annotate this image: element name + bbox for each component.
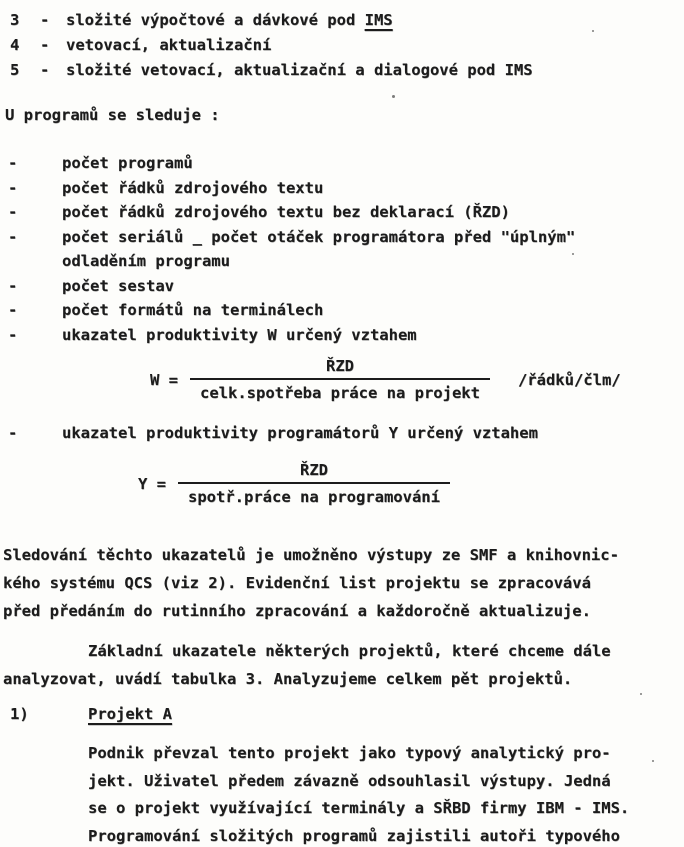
metric-text: počet řádků zdrojového textu bez deklarací (ŘZD): [62, 203, 510, 221]
scan-speck: [652, 760, 654, 762]
metric-text-continuation: odladěním programu: [62, 252, 230, 270]
scan-speck: [572, 253, 574, 255]
bullet-dash: -: [8, 154, 18, 172]
bullet-dash: -: [8, 178, 18, 197]
metric-text: ukazatel produktivity programátorů Y určený vztahem: [62, 424, 538, 442]
item-text-underlined: IMS: [364, 11, 393, 29]
intro-heading: U programů se sleduje :: [5, 106, 220, 124]
metric-item: [8, 200, 676, 225]
metric-text: počet programů: [62, 154, 193, 172]
paragraph-line: Základní ukazatele některých projektů, které chceme dále: [88, 642, 611, 660]
bullet-dash: -: [8, 301, 18, 319]
metric-item: [8, 298, 676, 323]
fraction-denominator: celk.spotřeba práce na projekt: [190, 378, 490, 402]
item-dash: -: [40, 36, 50, 54]
list-item: [10, 33, 674, 58]
fraction-denominator: spotř.práce na programování: [178, 482, 450, 506]
metric-item: [8, 176, 676, 201]
scan-speck: [640, 693, 642, 695]
metric-item: [8, 323, 676, 348]
paragraph-tabulka: [3, 637, 681, 693]
metrics-list: [8, 151, 676, 347]
fraction: [178, 461, 450, 506]
item-dash: -: [40, 61, 50, 79]
metric-text: počet řádků zdrojového textu: [62, 178, 324, 197]
paragraph-line: kého systému QCS (viz 2). Evidenční list projektu se zpracovává: [3, 574, 591, 592]
bullet-dash: -: [8, 325, 18, 344]
bullet-dash: -: [8, 203, 18, 221]
fraction-numerator: ŘZD: [299, 461, 328, 479]
item-dash: -: [40, 11, 50, 29]
metric-item-productivity-y: [8, 424, 538, 442]
metric-text: ukazatel produktivity W určený vztahem: [62, 325, 417, 344]
project-title: Projekt A: [88, 705, 172, 723]
formula-w: [150, 357, 621, 402]
list-item: [10, 8, 674, 33]
bullet-dash: -: [8, 424, 18, 442]
bullet-dash: -: [8, 227, 18, 246]
paragraph-line: analyzovat, uvádí tabulka 3. Analyzujeme celkem pět projektů.: [3, 670, 573, 688]
paragraph-line: Sledování těchto ukazatelů je umožněno výstupy ze SMF a knihovnic-: [3, 546, 619, 564]
metric-text: počet sestav: [62, 276, 174, 295]
item-number: 3: [10, 11, 20, 29]
item-text: složité vetovací, aktualizační a dialogové pod IMS: [66, 61, 533, 79]
bullet-dash: -: [8, 276, 18, 295]
paragraph-smf: [3, 541, 681, 625]
fraction-numerator: ŘZD: [325, 357, 354, 375]
project-number: 1): [10, 705, 29, 723]
body-line: jekt. Uživatel předem závazně odsouhlasil výstupy. Jedná: [88, 771, 611, 790]
formula-unit: /řádků/člm/: [517, 370, 621, 389]
scan-speck: [392, 95, 395, 98]
fraction: [190, 357, 490, 402]
project-heading: [10, 705, 172, 723]
item-text: vetovací, aktualizační: [66, 36, 272, 54]
formula-y: [138, 461, 450, 506]
list-item: [10, 58, 674, 83]
type-classification-list: [10, 8, 674, 83]
scan-speck: [592, 30, 594, 32]
item-number: 4: [10, 36, 20, 54]
metric-item: [8, 274, 676, 299]
formula-lhs: W =: [150, 370, 178, 389]
metric-text: počet seriálů _ počet otáček programátora před "úplným": [62, 227, 576, 246]
body-line: Podnik převzal tento projekt jako typový analytický pro-: [88, 744, 611, 762]
item-text-main: složité výpočtové a dávkové pod: [66, 11, 365, 29]
item-text: [66, 8, 393, 33]
formula-lhs: Y =: [138, 474, 166, 493]
metric-item: [8, 151, 676, 176]
metric-text: počet formátů na terminálech: [62, 301, 324, 319]
metric-item: [8, 225, 676, 250]
project-body: [88, 740, 674, 847]
body-line: se o projekt využívající terminály a SŘBD firmy IBM - IMS.: [88, 799, 630, 817]
paragraph-line: před předáním do rutinního zpracování a každoročně aktualizuje.: [3, 602, 591, 620]
body-line: Programování složitých programů zajistili autoři typového: [88, 826, 620, 845]
item-number: 5: [10, 61, 20, 79]
